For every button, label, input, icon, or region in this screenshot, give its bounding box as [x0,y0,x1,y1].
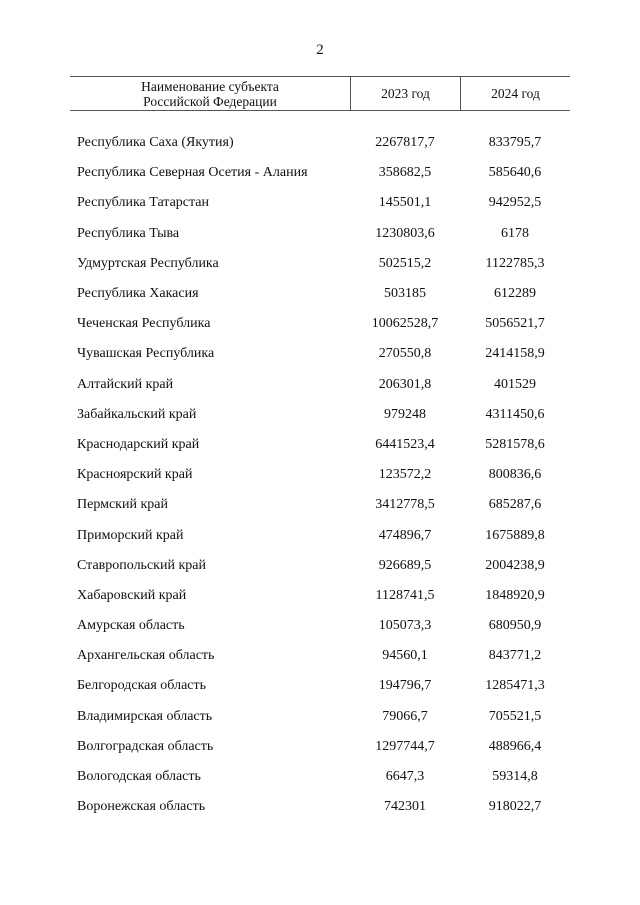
value-2023-cell: 6647,3 [385,769,425,785]
subject-name-cell: Вологодская область [77,769,201,785]
value-2023-cell: 3412778,5 [375,497,435,513]
value-2024-cell: 685287,6 [488,497,542,513]
table-row [70,551,570,581]
value-2023-cell: 1230803,6 [375,225,435,241]
value-2023-cell: 206301,8 [378,376,432,392]
value-2023-cell: 94560,1 [382,648,428,664]
value-2023-cell: 358682,5 [378,165,432,181]
value-2024-cell: 680950,9 [488,618,542,634]
subject-name-cell: Республика Северная Осетия - Алания [77,165,308,181]
subject-name-cell: Алтайский край [77,376,174,392]
subject-name-cell: Воронежская область [77,799,206,815]
value-2023-cell: 270550,8 [378,346,432,362]
table-row [70,370,570,400]
subject-name-cell: Краснодарский край [77,436,200,452]
value-2023-cell: 1128741,5 [375,587,435,603]
value-2024-cell: 1675889,8 [485,527,545,543]
value-2023-cell: 10062528,7 [371,316,439,332]
table-row [70,611,570,641]
subject-name-cell: Республика Тыва [77,225,180,241]
table-row [70,309,570,339]
header-subject-name [70,77,350,110]
subject-name-cell: Архангельская область [77,648,215,664]
table-row [70,490,570,520]
value-2024-cell: 488966,4 [488,738,542,754]
value-2024-cell: 2414158,9 [485,346,545,362]
subject-name-cell: Республика Саха (Якутия) [77,135,234,151]
value-2024-cell: 2004238,9 [485,557,545,573]
value-2024-cell: 705521,5 [488,708,542,724]
value-2023-cell: 79066,7 [382,708,428,724]
table-row [70,279,570,309]
page-number: 2 [316,42,324,58]
value-2024-cell: 918022,7 [488,799,542,815]
table-row [70,158,570,188]
table-row [70,520,570,550]
table-body [70,128,570,822]
subject-name-cell: Забайкальский край [77,406,197,422]
table-row [70,339,570,369]
subject-name-cell: Удмуртская Республика [77,255,219,271]
table-row [70,188,570,218]
value-2023-cell: 145501,1 [378,195,432,211]
value-2023-cell: 502515,2 [378,255,432,271]
subject-name-cell: Владимирская область [77,708,213,724]
table-row [70,762,570,792]
subject-name-cell: Чеченская Республика [77,316,211,332]
subject-name-cell: Амурская область [77,618,185,634]
table-row [70,581,570,611]
value-2024-cell: 6178 [501,225,529,241]
header-year-2024: 2024 год [460,77,570,110]
table-row [70,671,570,701]
table-row [70,128,570,158]
subject-name-cell: Чувашская Республика [77,346,215,362]
table-row [70,732,570,762]
table-row [70,641,570,671]
table-row [70,792,570,822]
subject-name-cell: Хабаровский край [77,587,187,603]
value-2024-cell: 1122785,3 [485,255,545,271]
value-2024-cell: 843771,2 [488,648,542,664]
subject-name-cell: Волгоградская область [77,738,214,754]
header-subject-name-line1: Наименование субъекта [141,79,279,94]
value-2024-cell: 942952,5 [488,195,542,211]
value-2023-cell: 2267817,7 [375,135,435,151]
subject-name-cell: Белгородская область [77,678,207,694]
subject-name-cell: Красноярский край [77,467,193,483]
table-row [70,430,570,460]
subject-name-cell: Ставропольский край [77,557,206,573]
value-2024-cell: 5281578,6 [485,436,545,452]
subject-name-cell: Пермский край [77,497,168,513]
data-table [70,76,570,822]
value-2023-cell: 105073,3 [378,618,432,634]
value-2024-cell: 585640,6 [488,165,542,181]
value-2024-cell: 59314,8 [492,769,538,785]
value-2023-cell: 926689,5 [378,557,432,573]
subject-name-cell: Республика Татарстан [77,195,210,211]
value-2024-cell: 1285471,3 [485,678,545,694]
header-year-2023: 2023 год [350,77,460,110]
value-2023-cell: 474896,7 [378,527,432,543]
value-2023-cell: 194796,7 [378,678,432,694]
subject-name-cell: Республика Хакасия [77,286,199,302]
value-2024-cell: 1848920,9 [485,587,545,603]
table-header [70,76,570,111]
value-2024-cell: 5056521,7 [485,316,545,332]
value-2023-cell: 742301 [384,799,426,815]
value-2023-cell: 979248 [384,406,426,422]
value-2024-cell: 800836,6 [488,467,542,483]
header-subject-name-line2: Российской Федерации [143,94,277,109]
value-2023-cell: 123572,2 [378,467,432,483]
value-2024-cell: 4311450,6 [485,406,545,422]
value-2024-cell: 833795,7 [488,135,542,151]
subject-name-cell: Приморский край [77,527,184,543]
value-2024-cell: 612289 [494,286,536,302]
table-row [70,400,570,430]
table-row [70,460,570,490]
table-row [70,702,570,732]
value-2023-cell: 6441523,4 [375,436,435,452]
value-2024-cell: 401529 [494,376,536,392]
value-2023-cell: 1297744,7 [375,738,435,754]
table-row [70,249,570,279]
table-row [70,219,570,249]
value-2023-cell: 503185 [384,286,426,302]
